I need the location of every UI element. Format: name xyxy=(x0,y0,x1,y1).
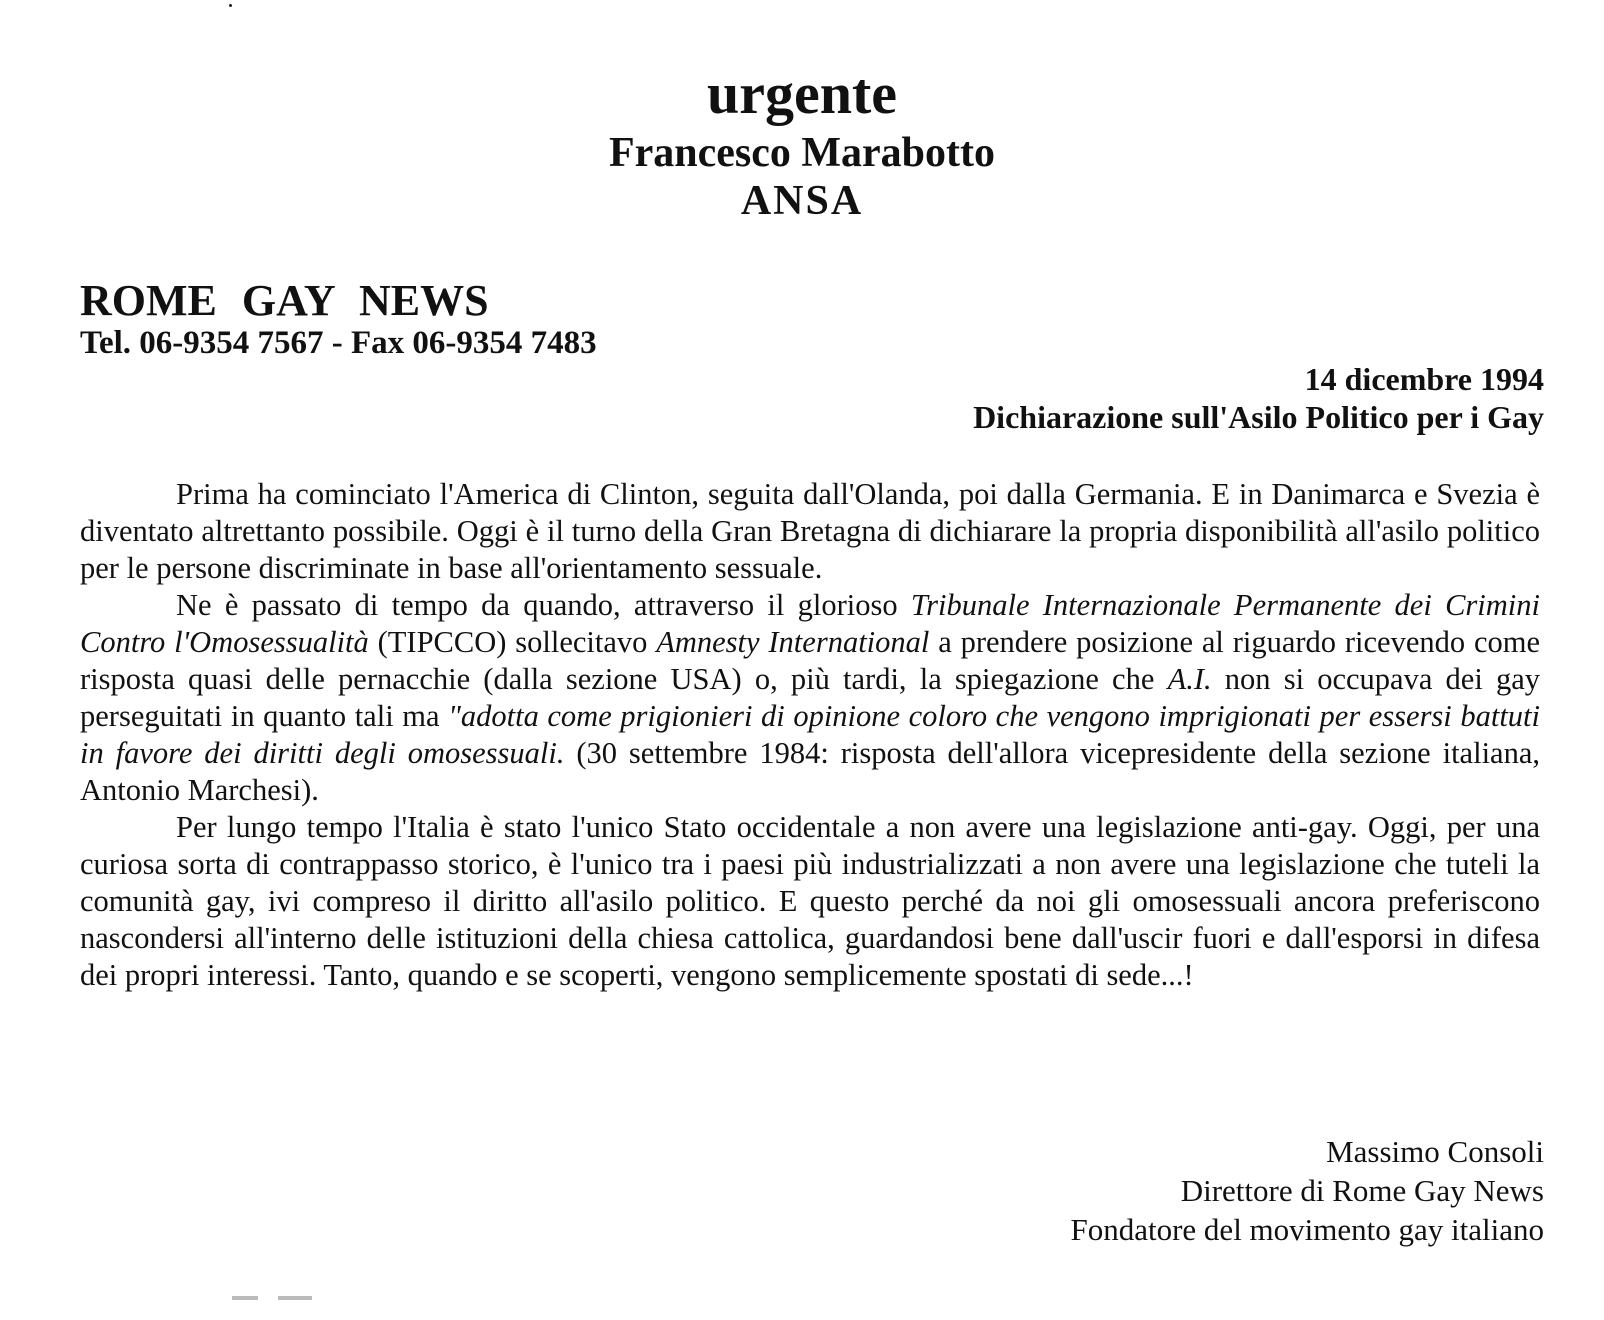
scan-speck xyxy=(229,4,232,7)
signature-block xyxy=(1070,1132,1544,1249)
recipient-agency: ANSA xyxy=(740,178,864,224)
p2-text: non si occupava dei gay perseguitati in quanto tali ma xyxy=(80,662,1541,733)
p2-quote: "adotta come prigionieri di opinione coloro che vengono imprigionati per essersi battuti in favore dei diritti degli omosessuali. xyxy=(80,699,1540,770)
organization-name: ROME GAY NEWS xyxy=(80,276,489,325)
p2-amnesty-name: Amnesty International xyxy=(656,625,930,659)
signature-title: Direttore di Rome Gay News xyxy=(1180,1173,1544,1208)
urgency-heading: urgente xyxy=(706,61,898,126)
p2-text: (TIPCCO) sollecitavo xyxy=(368,625,657,659)
paragraph-2 xyxy=(80,587,1540,809)
p2-text: Ne è passato di tempo da quando, attraverso il glorioso xyxy=(176,588,911,622)
paragraph-3: Per lungo tempo l'Italia è stato l'unico Stato occidentale a non avere una legislazione anti-gay. Oggi, per una curiosa sorta di contrappasso storico, è l'unico tra i paesi più industrializzati a non avere una legislazione che tuteli la comunità gay, ivi compreso il diritto all'asilo politico. E questo perché da noi gli omosessuali ancora preferiscono nascondersi all'interno delle istituzioni della chiesa cattolica, guardandosi bene dall'uscir fuori e dall'esporsi in difesa dei propri interessi. Tanto, quando e se scoperti, vengono semplicemente spostati di sede...! xyxy=(80,810,1540,992)
document-date: 14 dicembre 1994 xyxy=(1304,361,1544,397)
organization-contact: Tel. 06-9354 7567 - Fax 06-9354 7483 xyxy=(80,325,597,361)
paragraph-1: Prima ha cominciato l'America di Clinton, seguita dall'Olanda, poi dalla Germania. E in Danimarca e Svezia è diventato altrettanto possibile. Oggi è il turno della Gran Bretagna di dichiarare la propria disponibilità all'asilo politico per le persone discriminate in base all'orientamento sessuale. xyxy=(80,477,1540,585)
p2-tribunal-name: Tribunale Internazionale Permanente dei Crimini Contro l'Omosessualità xyxy=(80,588,1540,659)
date-subject-block xyxy=(973,360,1544,436)
p2-ai-abbrev: A.I. xyxy=(1167,662,1212,696)
p2-text: a prendere posizione al riguardo ricevendo come risposta quasi delle pernacchie (dalla sezione USA) o, più tardi, la spiegazione che xyxy=(80,625,1541,696)
scan-mark xyxy=(232,1296,258,1300)
body-text xyxy=(80,476,1540,994)
p2-text: (30 settembre 1984: risposta dell'allora vicepresidente della sezione italiana, Antonio Marchesi). xyxy=(80,736,1540,807)
signature-name: Massimo Consoli xyxy=(1326,1134,1544,1169)
recipient-name: Francesco Marabotto xyxy=(608,130,996,176)
signature-role: Fondatore del movimento gay italiano xyxy=(1070,1212,1544,1247)
document-subject: Dichiarazione sull'Asilo Politico per i Gay xyxy=(973,399,1544,435)
scan-mark xyxy=(278,1296,312,1300)
